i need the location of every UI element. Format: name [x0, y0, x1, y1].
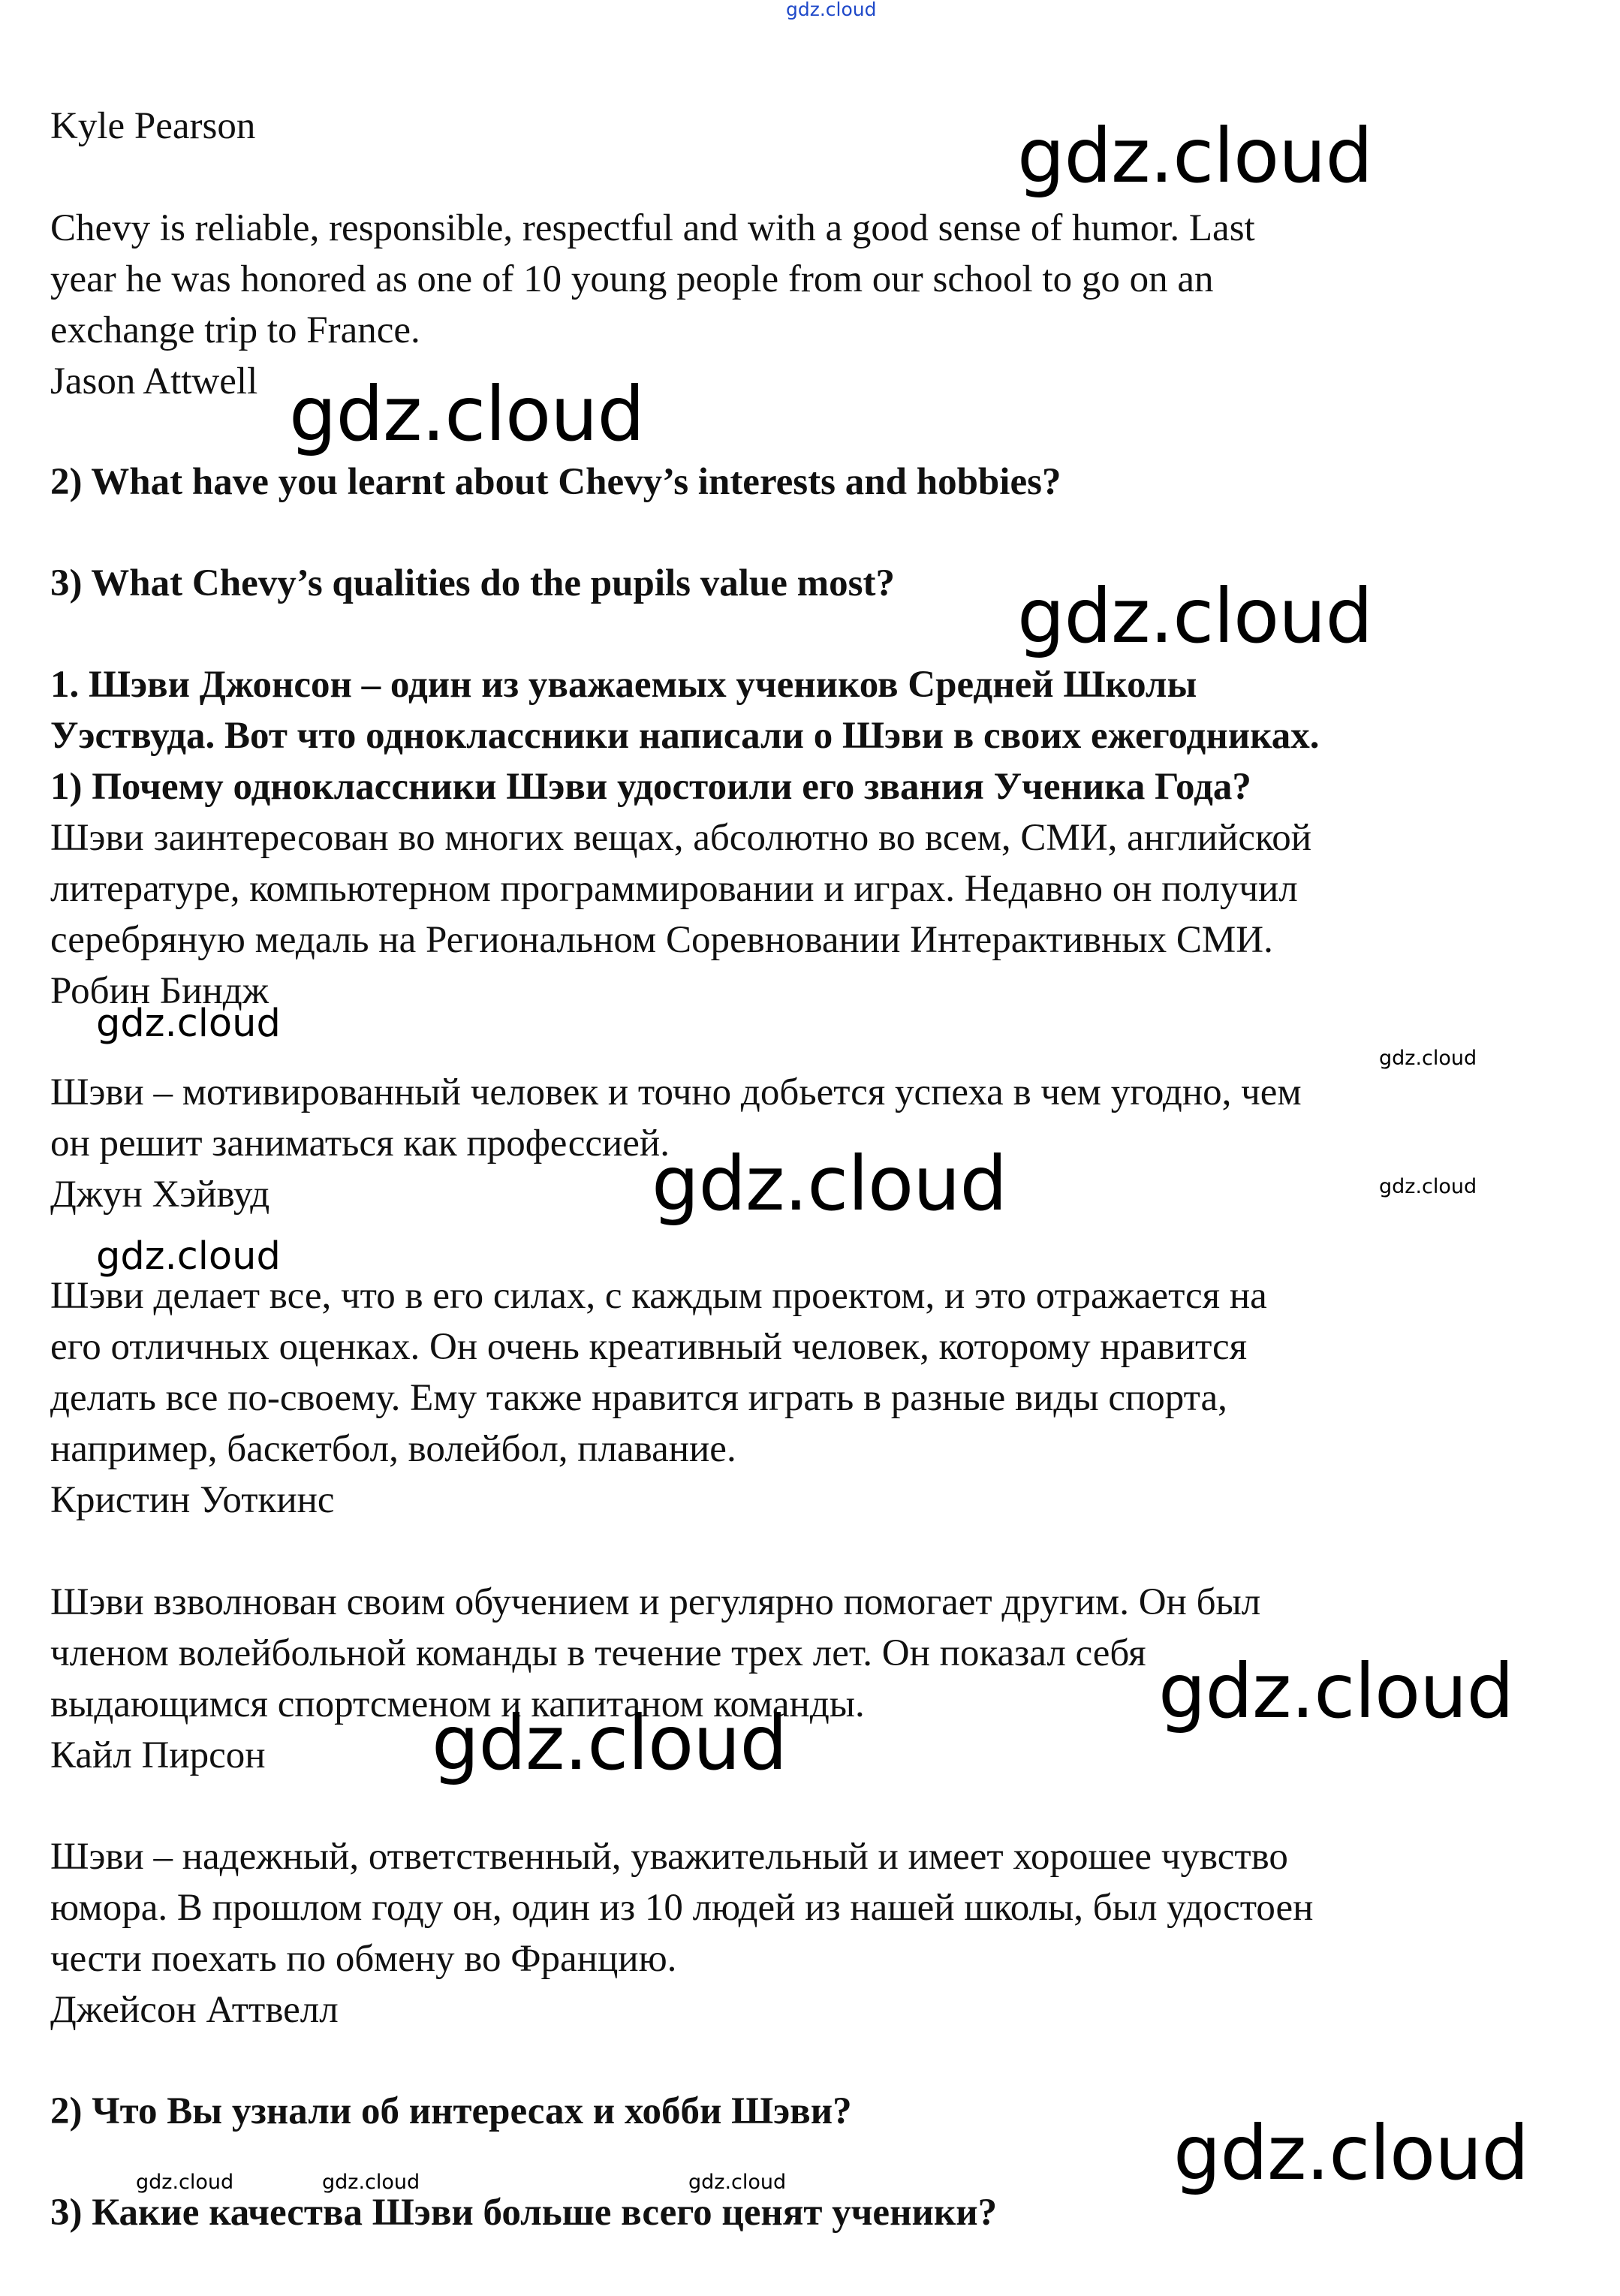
watermark: gdz.cloud: [96, 1002, 281, 1046]
watermark: gdz.cloud: [322, 2171, 420, 2194]
signature-june: Джун Хэйвуд: [50, 1174, 270, 1216]
signature-kristin: Кристин Уоткинс: [50, 1479, 335, 1521]
signature-kyle-pearson: Kyle Pearson: [50, 105, 256, 147]
watermark: gdz.cloud: [289, 370, 645, 458]
watermark: gdz.cloud: [1379, 1047, 1477, 1070]
text-line: юмора. В прошлом году он, один из 10 людей из нашей школы, был удостоен: [50, 1887, 1314, 1929]
signature-robin: Робин Биндж: [50, 970, 269, 1012]
text-line: Шэви заинтересован во многих вещах, абсолютно во всем, СМИ, английской: [50, 817, 1312, 859]
watermark: gdz.cloud: [1173, 2109, 1529, 2197]
text-line: членом волейбольной команды в течение трех лет. Он показал себя: [50, 1632, 1146, 1674]
question-3-en: 3) What Chevy’s qualities do the pupils value most?: [50, 562, 895, 604]
signature-jason-ru: Джейсон Аттвелл: [50, 1989, 339, 2031]
watermark: gdz.cloud: [1017, 112, 1373, 200]
text-line: серебряную медаль на Региональном Соревновании Интерактивных СМИ.: [50, 919, 1273, 961]
text-line: чести поехать по обмену во Францию.: [50, 1938, 677, 1980]
watermark: gdz.cloud: [1379, 1175, 1477, 1198]
watermark: gdz.cloud: [652, 1140, 1007, 1228]
text-line: exchange trip to France.: [50, 309, 420, 351]
text-line: Шэви – мотивированный человек и точно добьется успеха в чем угодно, чем: [50, 1071, 1302, 1113]
signature-kyle-ru: Кайл Пирсон: [50, 1734, 266, 1776]
question-2-en: 2) What have you learnt about Chevy’s interests and hobbies?: [50, 461, 1061, 503]
watermark: gdz.cloud: [1158, 1647, 1514, 1735]
text-line: Шэви делает все, что в его силах, с каждым проектом, и это отражается на: [50, 1275, 1267, 1317]
text-line: Шэви взволнован своим обучением и регулярно помогает другим. Он был: [50, 1581, 1261, 1623]
watermark: gdz.cloud: [688, 2171, 787, 2194]
watermark: gdz.cloud: [1017, 572, 1373, 660]
watermark: gdz.cloud: [432, 1699, 787, 1787]
text-line: литературе, компьютерном программировании и играх. Недавно он получил: [50, 868, 1298, 910]
top-watermark: gdz.cloud: [786, 0, 877, 20]
text-line: его отличных оценках. Он очень креативный человек, которому нравится: [50, 1326, 1248, 1368]
task-1-heading: 1. Шэви Джонсон – один из уважаемых учеников Средней Школы: [50, 664, 1197, 706]
text-line: делать все по-своему. Ему также нравится играть в разные виды спорта,: [50, 1377, 1227, 1419]
question-2-ru: 2) Что Вы узнали об интересах и хобби Шэви?: [50, 2090, 852, 2132]
text-line: например, баскетбол, волейбол, плавание.: [50, 1428, 736, 1470]
task-1-heading: Уэствуда. Вот что одноклассники написали о Шэви в своих ежегодниках.: [50, 715, 1320, 757]
watermark: gdz.cloud: [96, 1234, 281, 1279]
question-3-ru: 3) Какие качества Шэви больше всего ценят ученики?: [50, 2192, 998, 2234]
signature-jason-attwell: Jason Attwell: [50, 360, 258, 402]
text-line: Шэви – надежный, ответственный, уважительный и имеет хорошее чувство: [50, 1836, 1288, 1878]
text-line: выдающимся спортсменом и капитаном команды.: [50, 1683, 865, 1725]
text-line: year he was honored as one of 10 young people from our school to go on an: [50, 258, 1214, 300]
watermark: gdz.cloud: [136, 2171, 234, 2194]
question-1-ru: 1) Почему одноклассники Шэви удостоили его звания Ученика Года?: [50, 766, 1251, 808]
text-line: он решит заниматься как профессией.: [50, 1122, 670, 1165]
text-line: Chevy is reliable, responsible, respectful and with a good sense of humor. Last: [50, 207, 1255, 249]
